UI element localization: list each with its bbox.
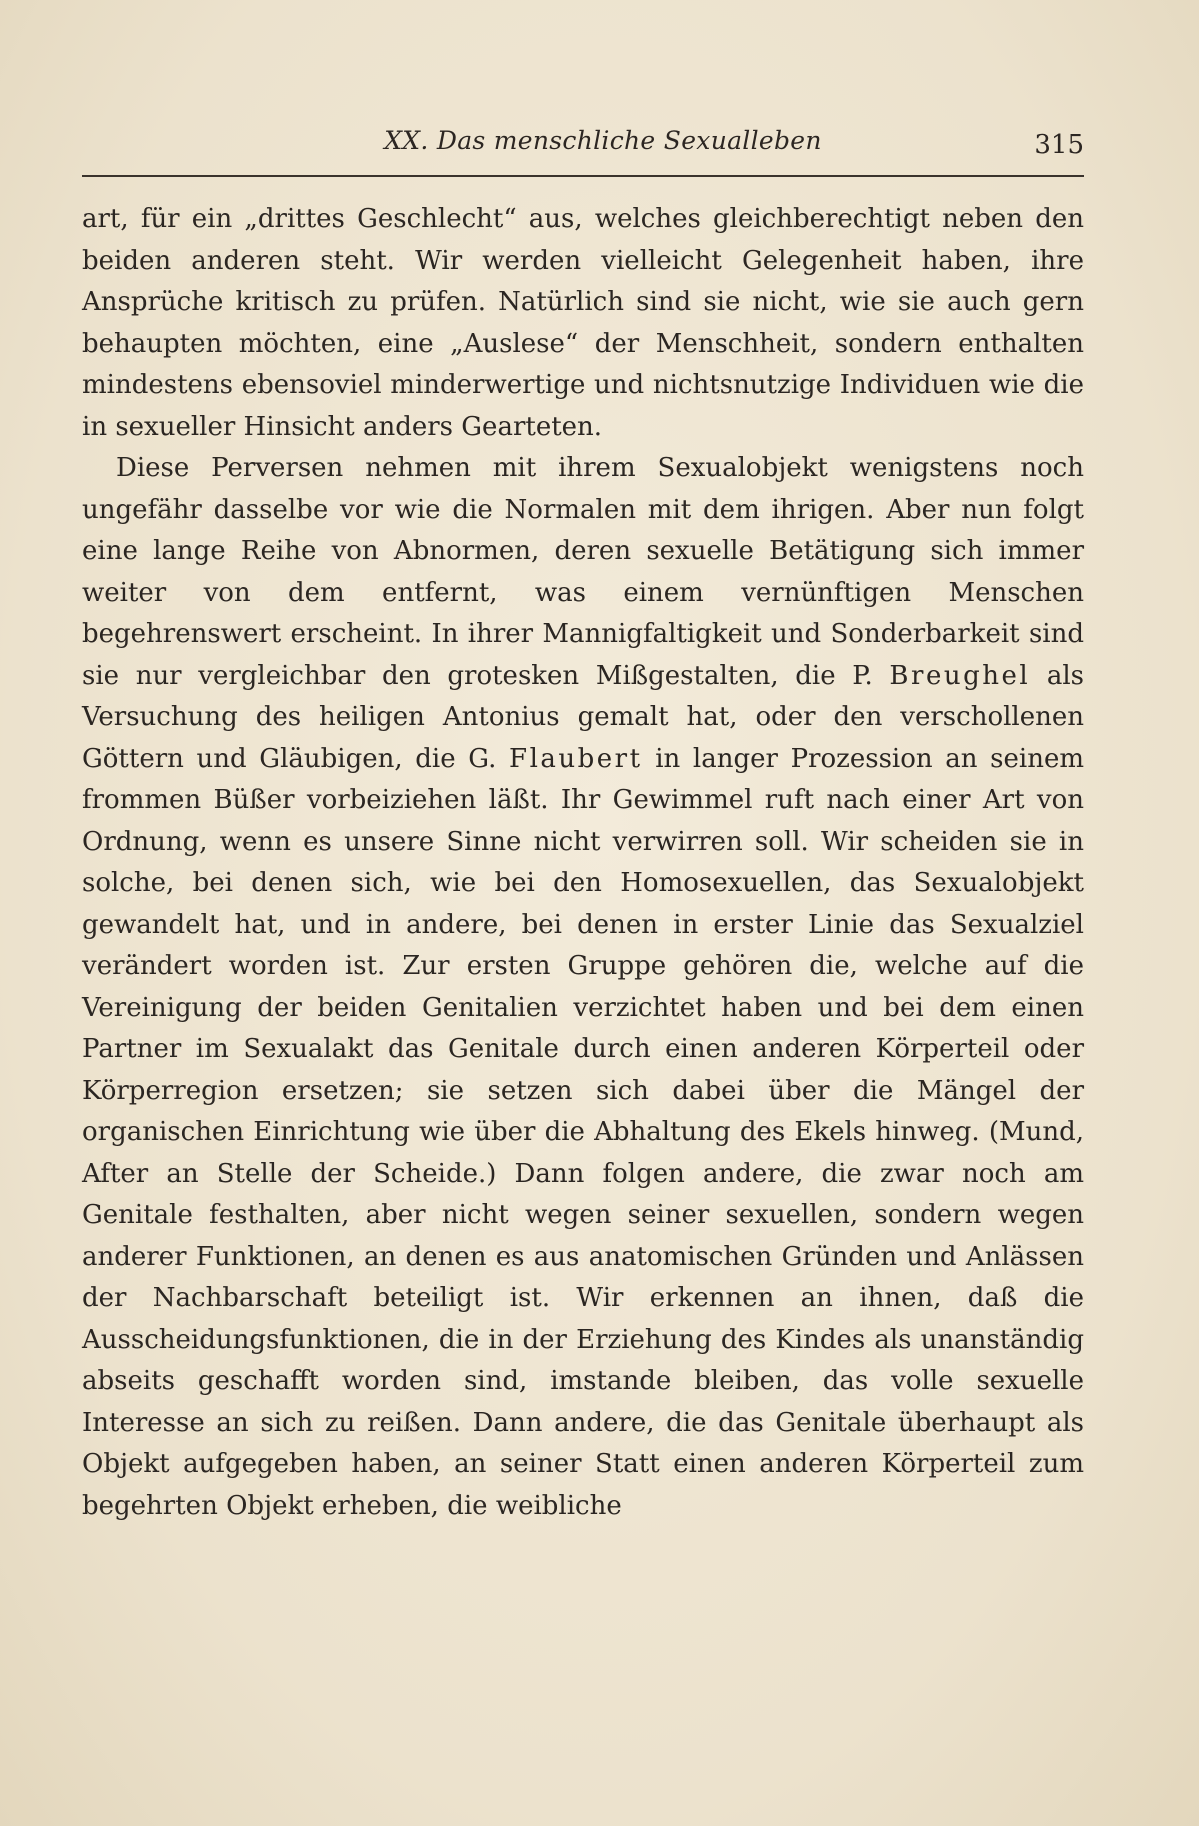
name-flaubert: Flaubert <box>509 743 643 774</box>
paragraph <box>82 448 1084 1527</box>
name-breughel: Breughel <box>889 660 1031 691</box>
page-number: 315 <box>1034 130 1084 160</box>
paragraph-text: in langer Prozession an seinem frommen Büßer vorbeiziehen läßt. Ihr Gewimmel ruft nach einer Art von Ordnung, wenn es unsere Sinne nicht verwirren soll. Wir scheiden sie in solche, bei denen sich, wie bei den Homosexuellen, das Sexualobjekt gewandelt hat, und in andere, bei denen in erster Linie das Sexualziel verändert worden ist. Zur ersten Gruppe gehören die, welche auf die Vereinigung der beiden Genitalien verzichtet haben und bei dem einen Partner im Sexualakt das Genitale durch einen anderen Körperteil oder Körperregion ersetzen; sie setzen sich dabei über die Mängel der organischen Einrichtung wie über die Abhaltung des Ekels hinweg. (Mund, After an Stelle der Scheide.) Dann folgen andere, die zwar noch am Genitale festhalten, aber nicht wegen seiner sexuellen, sondern wegen anderer Funktionen, an denen es aus anatomischen Gründen und Anlässen der Nachbarschaft beteiligt ist. Wir erkennen an ihnen, daß die Ausscheidungsfunktionen, die in der Erziehung des Kindes als unanständig abseits geschafft worden sind, imstande bleiben, das volle sexuelle Interesse an sich zu reißen. Dann andere, die das Genitale überhaupt als Objekt aufgegeben haben, an seiner Statt einen anderen Körperteil zum begehrten Objekt erheben, die weibliche <box>82 743 1084 1521</box>
body-text <box>82 199 1084 1527</box>
paragraph-text: als Versuchung des heiligen Antonius gemalt hat, oder den verschollenen Göttern und Gläubigen, die G. <box>82 660 1084 774</box>
page-header <box>82 126 1084 166</box>
running-title: XX. Das menschliche Sexualleben <box>384 126 822 155</box>
header-rule <box>82 175 1084 177</box>
paragraph: art, für ein „drittes Geschlecht“ aus, welches gleichberechtigt neben den beiden anderen steht. Wir werden vielleicht Gelegenheit haben, ihre Ansprüche kritisch zu prüfen. Natürlich sind sie nicht, wie sie auch gern behaupten möchten, eine „Auslese“ der Menschheit, sondern enthalten mindestens ebensoviel minderwertige und nichtsnutzige Individuen wie die in sexueller Hinsicht anders Gearteten. <box>82 204 1084 442</box>
paragraph-text: Diese Perversen nehmen mit ihrem Sexualobjekt wenigstens noch ungefähr dasselbe vor wie die Normalen mit dem ihrigen. Aber nun folgt eine lange Reihe von Abnormen, deren sexuelle Betätigung sich immer weiter von dem entfernt, was einem vernünftigen Menschen begehrenswert erscheint. In ihrer Mannigfaltigkeit und Sonderbarkeit sind sie nur vergleichbar den grotesken Mißgestalten, die P. <box>82 453 1084 691</box>
